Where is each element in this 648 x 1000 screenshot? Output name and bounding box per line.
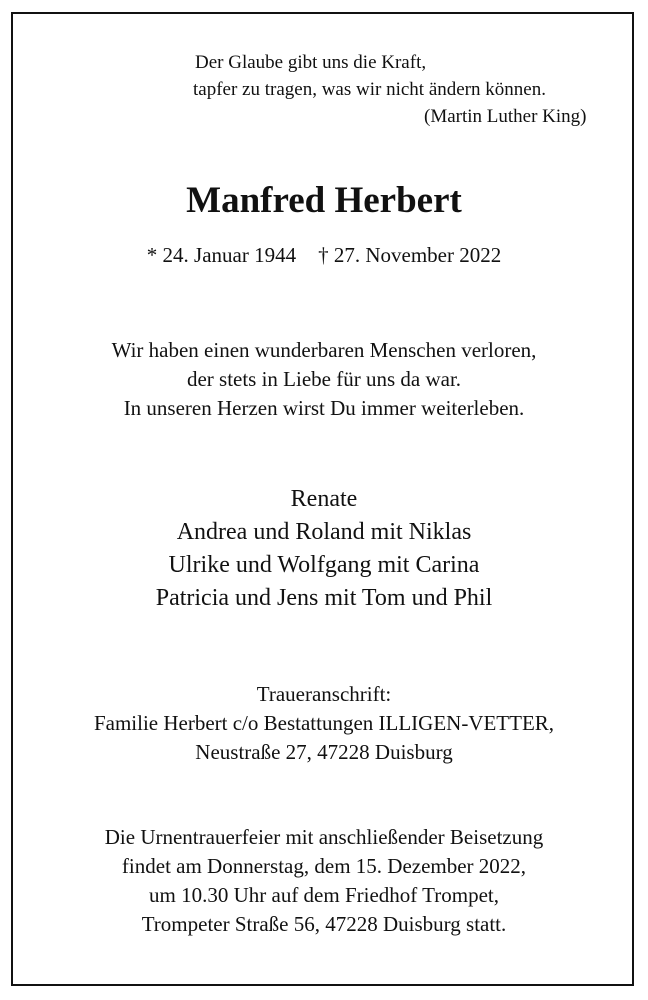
- ceremony-line: Die Urnentrauerfeier mit anschließender Beisetzung: [104, 825, 544, 849]
- farewell-message: [0, 336, 648, 423]
- death-date: † 27. November 2022: [318, 243, 502, 267]
- message-line: In unseren Herzen wirst Du immer weiterleben.: [123, 396, 525, 420]
- message-line: der stets in Liebe für uns da war.: [186, 367, 462, 391]
- ceremony-line: um 10.30 Uhr auf dem Friedhof Trompet,: [149, 883, 499, 907]
- deceased-name: Manfred Herbert: [186, 180, 462, 221]
- mourner-line: Andrea und Roland mit Niklas: [176, 519, 472, 545]
- quote-line: tapfer zu tragen, was wir nicht ändern können.: [193, 79, 546, 100]
- condolence-address: [0, 680, 648, 767]
- message-line: Wir haben einen wunderbaren Menschen verloren,: [111, 338, 537, 362]
- address-line: Neustraße 27, 47228 Duisburg: [195, 740, 453, 764]
- quote-line: Der Glaube gibt uns die Kraft,: [195, 52, 427, 73]
- mourners-list: [0, 483, 648, 615]
- birth-date: * 24. Januar 1944: [146, 243, 297, 267]
- address-heading: Traueranschrift:: [256, 682, 392, 706]
- address-line: Familie Herbert c/o Bestattungen ILLIGEN-VETTER,: [93, 711, 555, 735]
- life-dates: [0, 240, 648, 270]
- mourner-line: Patricia und Jens mit Tom und Phil: [155, 585, 493, 611]
- funeral-ceremony-info: [0, 823, 648, 939]
- mourner-line: Ulrike und Wolfgang mit Carina: [168, 552, 480, 578]
- mourner-line: Renate: [290, 486, 358, 512]
- ceremony-line: findet am Donnerstag, dem 15. Dezember 2022,: [121, 854, 527, 878]
- ceremony-line: Trompeter Straße 56, 47228 Duisburg statt.: [141, 912, 507, 936]
- quote-attribution: (Martin Luther King): [424, 106, 587, 127]
